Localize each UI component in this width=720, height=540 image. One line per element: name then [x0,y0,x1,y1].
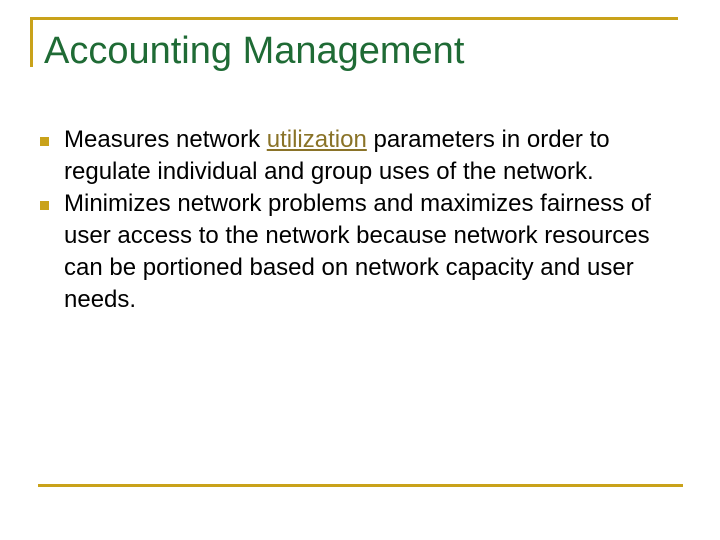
title-frame-left-rule [30,17,33,67]
bullet-text: Minimizes network problems and maximizes fairness of user access to the network because network resources can be portioned based on network capacity and user needs. [64,190,651,313]
slide-title: Accounting Management [44,30,465,72]
footer-rule [38,484,683,487]
title-frame-top-rule [30,17,678,20]
bullet-item-measures [38,124,658,188]
utilization-link[interactable]: utilization [266,126,367,153]
bullet-list [38,124,658,316]
square-bullet-icon [40,201,49,210]
bullet-item-minimizes [38,188,658,316]
bullet-text-after: parameters in order to regulate individual and group uses of the network. [64,126,610,185]
bullet-text-before: Measures network [64,126,267,153]
square-bullet-icon [40,137,49,146]
